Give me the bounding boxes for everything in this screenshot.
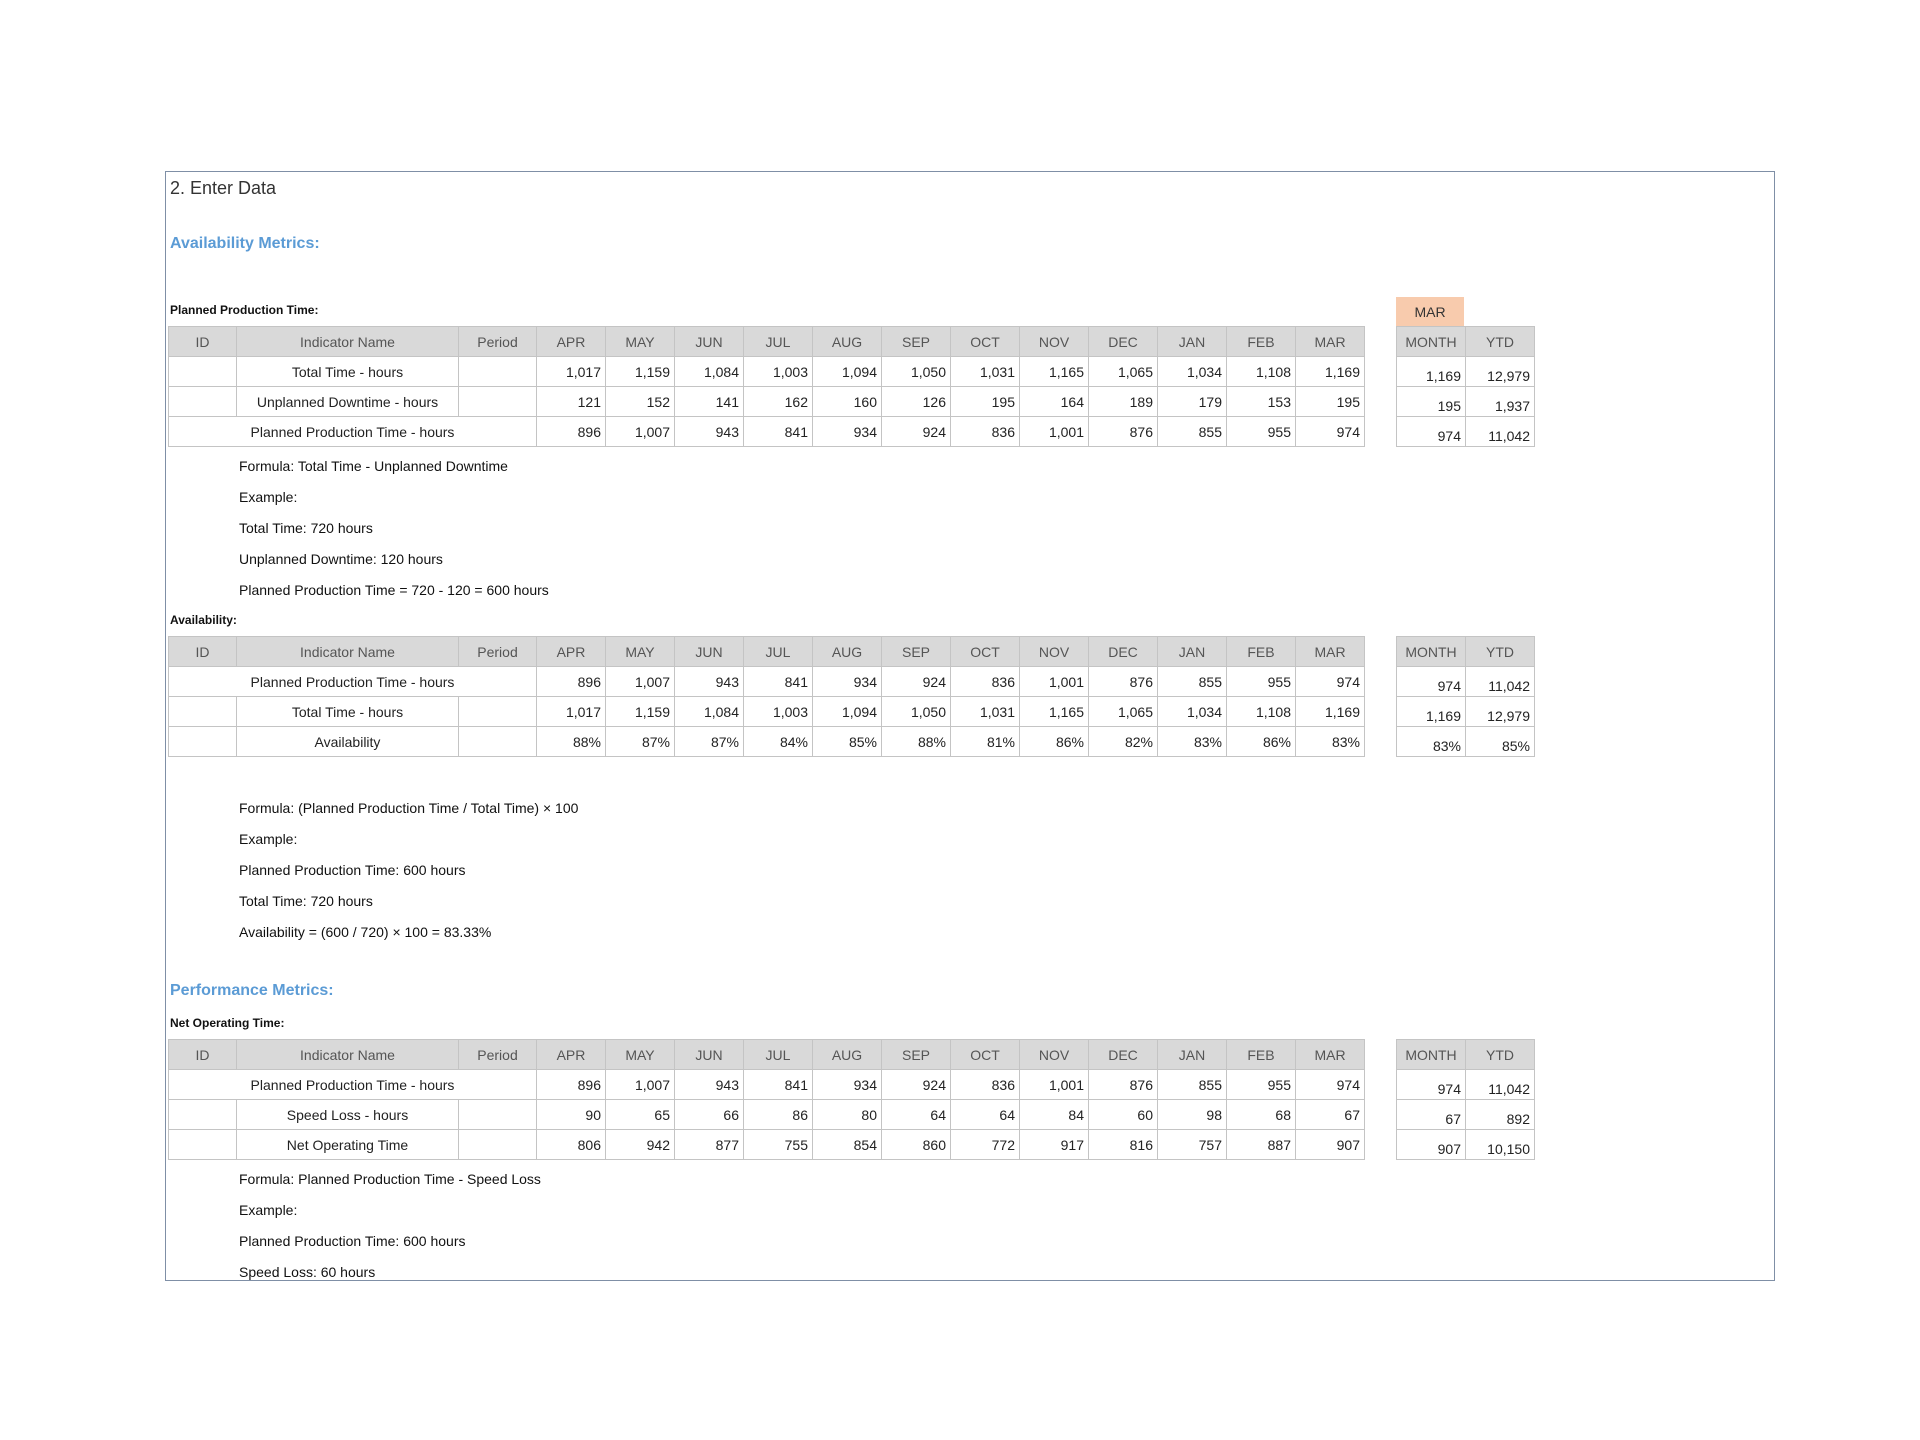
month-column-header: JAN: [1158, 1040, 1227, 1070]
month-column-header: JUN: [675, 637, 744, 667]
month-total-cell[interactable]: 974: [1397, 1070, 1466, 1100]
month-column-header: MAR: [1296, 1040, 1365, 1070]
value-cell[interactable]: 86%: [1227, 727, 1296, 757]
value-cell[interactable]: 943: [675, 417, 744, 447]
value-cell[interactable]: 195: [1296, 387, 1365, 417]
indicator-name-cell[interactable]: Total Time - hours: [237, 697, 459, 727]
value-cell[interactable]: 86: [744, 1100, 813, 1130]
note-line: Total Time: 720 hours: [239, 520, 373, 536]
value-cell[interactable]: 1,165: [1020, 357, 1089, 387]
id-cell[interactable]: [169, 697, 237, 727]
indicator-name-column-header: Indicator Name: [237, 327, 459, 357]
month-column-header: MAY: [606, 327, 675, 357]
period-column-header: Period: [459, 1040, 537, 1070]
note-line: Formula: Total Time - Unplanned Downtime: [239, 458, 508, 474]
indicator-name-cell[interactable]: Planned Production Time - hours: [169, 1070, 537, 1100]
value-cell[interactable]: 189: [1089, 387, 1158, 417]
value-cell[interactable]: 82%: [1089, 727, 1158, 757]
value-cell[interactable]: 64: [882, 1100, 951, 1130]
value-cell[interactable]: 1,003: [744, 357, 813, 387]
note-line: Planned Production Time: 600 hours: [239, 862, 466, 878]
period-cell[interactable]: [459, 1100, 537, 1130]
month-column-header: JAN: [1158, 327, 1227, 357]
net-operating-table: [168, 1039, 1365, 1160]
note-line: Formula: (Planned Production Time / Total Time) × 100: [239, 800, 579, 816]
value-cell[interactable]: 1,034: [1158, 697, 1227, 727]
note-line: Example:: [239, 1202, 298, 1218]
summary-header-row: [1397, 327, 1535, 357]
note-line: Speed Loss: 60 hours: [239, 1264, 376, 1280]
value-cell[interactable]: 153: [1227, 387, 1296, 417]
value-cell[interactable]: 934: [813, 417, 882, 447]
value-cell[interactable]: 83%: [1158, 727, 1227, 757]
month-total-cell[interactable]: 1,169: [1397, 357, 1466, 387]
summary-row: [1397, 1100, 1535, 1130]
header-row: [169, 1040, 1365, 1070]
value-cell[interactable]: 924: [882, 667, 951, 697]
value-cell[interactable]: 896: [537, 417, 606, 447]
value-cell[interactable]: 84%: [744, 727, 813, 757]
availability-summary-table: [1396, 636, 1535, 757]
value-cell[interactable]: 1,159: [606, 357, 675, 387]
value-cell[interactable]: 924: [882, 1070, 951, 1100]
value-cell[interactable]: 1,007: [606, 667, 675, 697]
note-line: Total Time: 720 hours: [239, 893, 373, 909]
id-cell[interactable]: [169, 1130, 237, 1160]
month-total-cell[interactable]: 1,169: [1397, 697, 1466, 727]
month-column-header: APR: [537, 1040, 606, 1070]
value-cell[interactable]: 1,065: [1089, 697, 1158, 727]
month-column-header: JAN: [1158, 637, 1227, 667]
id-column-header: ID: [169, 1040, 237, 1070]
value-cell[interactable]: 65: [606, 1100, 675, 1130]
table-row: [169, 1130, 1365, 1160]
month-column-header: DEC: [1089, 1040, 1158, 1070]
value-cell[interactable]: 1,094: [813, 697, 882, 727]
value-cell[interactable]: 755: [744, 1130, 813, 1160]
value-cell[interactable]: 907: [1296, 1130, 1365, 1160]
value-cell[interactable]: 934: [813, 667, 882, 697]
value-cell[interactable]: 87%: [606, 727, 675, 757]
period-cell[interactable]: [459, 357, 537, 387]
availability-table-label: Availability:: [170, 613, 237, 627]
value-cell[interactable]: 1,001: [1020, 1070, 1089, 1100]
value-cell[interactable]: 84: [1020, 1100, 1089, 1130]
value-cell[interactable]: 64: [951, 1100, 1020, 1130]
value-cell[interactable]: 80: [813, 1100, 882, 1130]
value-cell[interactable]: 160: [813, 387, 882, 417]
value-cell[interactable]: 917: [1020, 1130, 1089, 1160]
id-cell[interactable]: [169, 387, 237, 417]
month-column-header: MAY: [606, 637, 675, 667]
value-cell[interactable]: 955: [1227, 667, 1296, 697]
value-cell[interactable]: 896: [537, 1070, 606, 1100]
value-cell[interactable]: 841: [744, 1070, 813, 1100]
value-cell[interactable]: 806: [537, 1130, 606, 1160]
net-operating-summary-table: [1396, 1039, 1535, 1160]
value-cell[interactable]: 179: [1158, 387, 1227, 417]
header-row: [169, 327, 1365, 357]
month-column-header: OCT: [951, 327, 1020, 357]
note-line: Unplanned Downtime: 120 hours: [239, 551, 443, 567]
value-cell[interactable]: 836: [951, 667, 1020, 697]
value-cell[interactable]: 943: [675, 1070, 744, 1100]
month-column-header: DEC: [1089, 637, 1158, 667]
table-row: [169, 697, 1365, 727]
summary-header-row: [1397, 1040, 1535, 1070]
table-row: [169, 1100, 1365, 1130]
value-cell[interactable]: 162: [744, 387, 813, 417]
table-row: [169, 667, 1365, 697]
month-total-cell[interactable]: 974: [1397, 667, 1466, 697]
value-cell[interactable]: 121: [537, 387, 606, 417]
month-column-header: JUN: [675, 1040, 744, 1070]
value-cell[interactable]: 67: [1296, 1100, 1365, 1130]
id-cell[interactable]: [169, 1100, 237, 1130]
spreadsheet-area: [165, 171, 1775, 1281]
note-line: Planned Production Time: 600 hours: [239, 1233, 466, 1249]
indicator-name-cell[interactable]: Unplanned Downtime - hours: [237, 387, 459, 417]
value-cell[interactable]: 974: [1296, 1070, 1365, 1100]
value-cell[interactable]: 1,031: [951, 357, 1020, 387]
value-cell[interactable]: 855: [1158, 667, 1227, 697]
value-cell[interactable]: 1,094: [813, 357, 882, 387]
value-cell[interactable]: 1,169: [1296, 697, 1365, 727]
ytd-cell[interactable]: 10,150: [1466, 1130, 1535, 1160]
current-month-badge[interactable]: MAR: [1396, 297, 1464, 327]
ppt-table: [168, 326, 1365, 447]
note-line: Formula: Planned Production Time - Speed Loss: [239, 1171, 541, 1187]
value-cell[interactable]: 836: [951, 417, 1020, 447]
month-total-column-header: MONTH: [1397, 327, 1466, 357]
table-row: [169, 417, 1365, 447]
value-cell[interactable]: 934: [813, 1070, 882, 1100]
summary-row: [1397, 1130, 1535, 1160]
value-cell[interactable]: 152: [606, 387, 675, 417]
value-cell[interactable]: 60: [1089, 1100, 1158, 1130]
value-cell[interactable]: 1,084: [675, 357, 744, 387]
month-total-cell[interactable]: 974: [1397, 417, 1466, 447]
month-total-column-header: MONTH: [1397, 1040, 1466, 1070]
month-column-header: APR: [537, 637, 606, 667]
month-column-header: NOV: [1020, 327, 1089, 357]
indicator-name-cell[interactable]: Planned Production Time - hours: [169, 667, 537, 697]
note-line: Example:: [239, 831, 298, 847]
value-cell[interactable]: 1,017: [537, 697, 606, 727]
net-operating-table-label: Net Operating Time:: [170, 1016, 285, 1030]
performance-section-heading: Performance Metrics:: [170, 982, 334, 999]
value-cell[interactable]: 1,003: [744, 697, 813, 727]
value-cell[interactable]: 1,159: [606, 697, 675, 727]
value-cell[interactable]: 955: [1227, 1070, 1296, 1100]
month-column-header: JUL: [744, 327, 813, 357]
ytd-column-header: YTD: [1466, 1040, 1535, 1070]
month-total-cell[interactable]: 907: [1397, 1130, 1466, 1160]
month-column-header: JUN: [675, 327, 744, 357]
ppt-notes: [166, 451, 549, 606]
month-column-header: NOV: [1020, 1040, 1089, 1070]
value-cell[interactable]: 1,065: [1089, 357, 1158, 387]
value-cell[interactable]: 1,108: [1227, 357, 1296, 387]
month-total-cell[interactable]: 67: [1397, 1100, 1466, 1130]
month-column-header: JUL: [744, 1040, 813, 1070]
value-cell[interactable]: 876: [1089, 1070, 1158, 1100]
month-column-header: SEP: [882, 637, 951, 667]
value-cell[interactable]: 87%: [675, 727, 744, 757]
value-cell[interactable]: 1,001: [1020, 417, 1089, 447]
value-cell[interactable]: 896: [537, 667, 606, 697]
summary-row: [1397, 357, 1535, 387]
month-total-cell[interactable]: 83%: [1397, 727, 1466, 757]
value-cell[interactable]: 126: [882, 387, 951, 417]
value-cell[interactable]: 1,050: [882, 697, 951, 727]
note-line: Planned Production Time = 720 - 120 = 600 hours: [239, 582, 549, 598]
value-cell[interactable]: 86%: [1020, 727, 1089, 757]
table-row: [169, 357, 1365, 387]
value-cell[interactable]: 924: [882, 417, 951, 447]
period-column-header: Period: [459, 637, 537, 667]
indicator-name-cell[interactable]: Net Operating Time: [237, 1130, 459, 1160]
ytd-cell[interactable]: 892: [1466, 1100, 1535, 1130]
summary-row: [1397, 727, 1535, 757]
note-line: Availability = (600 / 720) × 100 = 83.33%: [239, 924, 492, 940]
value-cell[interactable]: 876: [1089, 667, 1158, 697]
value-cell[interactable]: 1,017: [537, 357, 606, 387]
indicator-name-column-header: Indicator Name: [237, 1040, 459, 1070]
value-cell[interactable]: 195: [951, 387, 1020, 417]
period-cell[interactable]: [459, 697, 537, 727]
value-cell[interactable]: 772: [951, 1130, 1020, 1160]
value-cell[interactable]: 66: [675, 1100, 744, 1130]
value-cell[interactable]: 841: [744, 667, 813, 697]
month-total-cell[interactable]: 195: [1397, 387, 1466, 417]
id-cell[interactable]: [169, 357, 237, 387]
ytd-cell[interactable]: 11,042: [1466, 667, 1535, 697]
value-cell[interactable]: 1,007: [606, 1070, 675, 1100]
value-cell[interactable]: 757: [1158, 1130, 1227, 1160]
period-cell[interactable]: [459, 387, 537, 417]
value-cell[interactable]: 1,050: [882, 357, 951, 387]
month-column-header: MAY: [606, 1040, 675, 1070]
month-column-header: FEB: [1227, 637, 1296, 667]
header-row: [169, 637, 1365, 667]
table-row: [169, 387, 1365, 417]
value-cell[interactable]: 83%: [1296, 727, 1365, 757]
value-cell[interactable]: 164: [1020, 387, 1089, 417]
value-cell[interactable]: 1,007: [606, 417, 675, 447]
value-cell[interactable]: 1,001: [1020, 667, 1089, 697]
month-column-header: OCT: [951, 1040, 1020, 1070]
table-row: [169, 1070, 1365, 1100]
value-cell[interactable]: 90: [537, 1100, 606, 1130]
month-column-header: AUG: [813, 637, 882, 667]
value-cell[interactable]: 1,165: [1020, 697, 1089, 727]
period-cell[interactable]: [459, 727, 537, 757]
indicator-name-cell[interactable]: Planned Production Time - hours: [169, 417, 537, 447]
value-cell[interactable]: 877: [675, 1130, 744, 1160]
net-operating-notes: [166, 1164, 541, 1281]
month-column-header: OCT: [951, 637, 1020, 667]
indicator-name-cell[interactable]: Availability: [237, 727, 459, 757]
value-cell[interactable]: 98: [1158, 1100, 1227, 1130]
value-cell[interactable]: 943: [675, 667, 744, 697]
value-cell[interactable]: 876: [1089, 417, 1158, 447]
id-column-header: ID: [169, 637, 237, 667]
value-cell[interactable]: 887: [1227, 1130, 1296, 1160]
page-title: 2. Enter Data: [170, 178, 277, 198]
ytd-column-header: YTD: [1466, 327, 1535, 357]
value-cell[interactable]: 855: [1158, 1070, 1227, 1100]
value-cell[interactable]: 1,031: [951, 697, 1020, 727]
summary-row: [1397, 697, 1535, 727]
ytd-cell[interactable]: 11,042: [1466, 1070, 1535, 1100]
ytd-cell[interactable]: 1,937: [1466, 387, 1535, 417]
month-total-column-header: MONTH: [1397, 637, 1466, 667]
availability-section-heading: Availability Metrics:: [170, 235, 320, 252]
value-cell[interactable]: 1,034: [1158, 357, 1227, 387]
ppt-summary-table: [1396, 326, 1535, 447]
month-column-header: SEP: [882, 327, 951, 357]
id-column-header: ID: [169, 327, 237, 357]
ytd-cell[interactable]: 85%: [1466, 727, 1535, 757]
value-cell[interactable]: 81%: [951, 727, 1020, 757]
value-cell[interactable]: 955: [1227, 417, 1296, 447]
summary-row: [1397, 387, 1535, 417]
value-cell[interactable]: 841: [744, 417, 813, 447]
summary-header-row: [1397, 637, 1535, 667]
value-cell[interactable]: 141: [675, 387, 744, 417]
month-column-header: FEB: [1227, 1040, 1296, 1070]
value-cell[interactable]: 974: [1296, 417, 1365, 447]
value-cell[interactable]: 816: [1089, 1130, 1158, 1160]
value-cell[interactable]: 1,108: [1227, 697, 1296, 727]
month-column-header: MAR: [1296, 327, 1365, 357]
note-line: Example:: [239, 489, 298, 505]
value-cell[interactable]: 88%: [537, 727, 606, 757]
month-column-header: FEB: [1227, 327, 1296, 357]
period-column-header: Period: [459, 327, 537, 357]
indicator-name-cell[interactable]: Total Time - hours: [237, 357, 459, 387]
value-cell[interactable]: 88%: [882, 727, 951, 757]
month-column-header: MAR: [1296, 637, 1365, 667]
month-column-header: DEC: [1089, 327, 1158, 357]
ppt-table-label: Planned Production Time:: [170, 303, 319, 317]
indicator-name-cell[interactable]: Speed Loss - hours: [237, 1100, 459, 1130]
indicator-name-column-header: Indicator Name: [237, 637, 459, 667]
summary-row: [1397, 667, 1535, 697]
month-column-header: JUL: [744, 637, 813, 667]
ytd-cell[interactable]: 12,979: [1466, 357, 1535, 387]
availability-table: [168, 636, 1365, 757]
month-column-header: AUG: [813, 1040, 882, 1070]
month-column-header: APR: [537, 327, 606, 357]
value-cell[interactable]: 942: [606, 1130, 675, 1160]
summary-row: [1397, 417, 1535, 447]
month-column-header: SEP: [882, 1040, 951, 1070]
value-cell[interactable]: 974: [1296, 667, 1365, 697]
value-cell[interactable]: 855: [1158, 417, 1227, 447]
value-cell[interactable]: 854: [813, 1130, 882, 1160]
value-cell[interactable]: 1,169: [1296, 357, 1365, 387]
ytd-cell[interactable]: 11,042: [1466, 417, 1535, 447]
value-cell[interactable]: 1,084: [675, 697, 744, 727]
month-column-header: NOV: [1020, 637, 1089, 667]
summary-row: [1397, 1070, 1535, 1100]
id-cell[interactable]: [169, 727, 237, 757]
ytd-cell[interactable]: 12,979: [1466, 697, 1535, 727]
period-cell[interactable]: [459, 1130, 537, 1160]
ytd-column-header: YTD: [1466, 637, 1535, 667]
month-column-header: AUG: [813, 327, 882, 357]
value-cell[interactable]: 85%: [813, 727, 882, 757]
value-cell[interactable]: 860: [882, 1130, 951, 1160]
availability-notes: [166, 793, 579, 948]
value-cell[interactable]: 836: [951, 1070, 1020, 1100]
value-cell[interactable]: 68: [1227, 1100, 1296, 1130]
table-row: [169, 727, 1365, 757]
